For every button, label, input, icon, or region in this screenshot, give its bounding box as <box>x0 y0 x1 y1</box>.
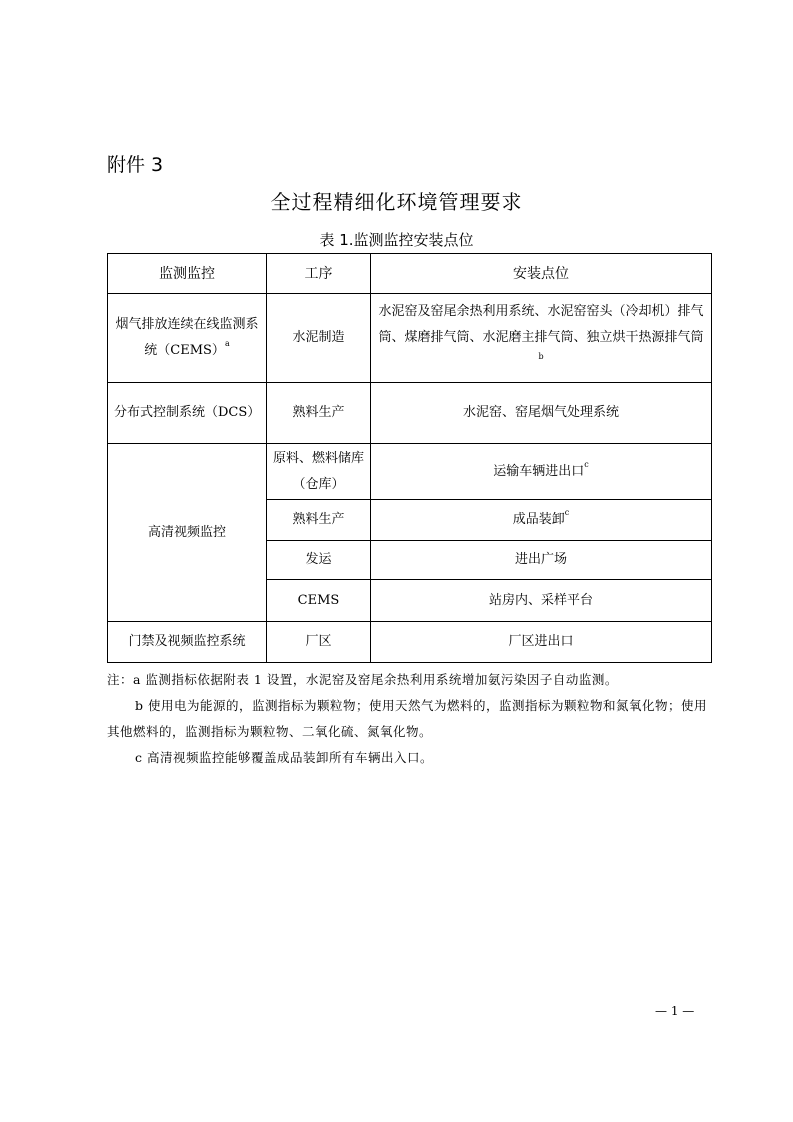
note-b: b 使用电为能源的，监测指标为颗粒物；使用天然气为燃料的，监测指标为颗粒物和氮氧化物；使用其他燃料的，监测指标为颗粒物、二氧化硫、氮氧化物。 <box>107 698 707 739</box>
system-cell: 分布式控制系统（DCS） <box>108 383 267 444</box>
location-text: 运输车辆进出口 <box>493 463 585 479</box>
table-row <box>108 622 712 663</box>
process-cell: 熟料生产 <box>267 500 371 541</box>
column-header-process: 工序 <box>267 254 371 294</box>
note-c: c 高清视频监控能够覆盖成品装卸所有车辆出入口。 <box>135 750 433 765</box>
table-notes <box>107 667 712 771</box>
location-cell <box>371 500 712 541</box>
note-a: 注：a 监测指标依据附表 1 设置，水泥窑及窑尾余热利用系统增加氨污染因子自动监测。 <box>107 672 618 687</box>
system-name: 烟气排放连续在线监测系统（CEMS） <box>115 317 259 358</box>
table-row <box>108 383 712 444</box>
table-caption: 表 1.监测监控安装点位 <box>319 231 474 249</box>
location-cell: 水泥窑、窑尾烟气处理系统 <box>371 383 712 444</box>
location-cell: 站房内、采样平台 <box>371 580 712 622</box>
location-cell <box>371 294 712 383</box>
footnote-marker: c <box>564 508 570 517</box>
process-cell: 发运 <box>267 541 371 580</box>
location-cell: 进出广场 <box>371 541 712 580</box>
column-header-location: 安装点位 <box>371 254 712 294</box>
footnote-marker: a <box>224 339 230 348</box>
system-cell <box>108 294 267 383</box>
location-cell <box>371 444 712 500</box>
process-cell: 熟料生产 <box>267 383 371 444</box>
page-number: — 1 — <box>655 1004 695 1018</box>
process-cell: CEMS <box>267 580 371 622</box>
process-cell: 厂区 <box>267 622 371 663</box>
system-cell: 高清视频监控 <box>108 444 267 622</box>
location-text: 成品装卸 <box>512 512 565 527</box>
location-text: 水泥窑及窑尾余热利用系统、水泥窑窑头（冷却机）排气筒、煤磨排气筒、水泥磨主排气筒、独立烘干热源排气筒 <box>378 304 704 345</box>
process-cell: 原料、燃料储库（仓库） <box>267 444 371 500</box>
document-title: 全过程精细化环境管理要求 <box>270 190 523 214</box>
column-header-system: 监测监控 <box>108 254 267 294</box>
table-header-row <box>108 254 712 294</box>
location-cell: 厂区进出口 <box>371 622 712 663</box>
footnote-marker: b <box>538 352 544 361</box>
table-row <box>108 444 712 500</box>
footnote-marker: c <box>584 459 589 469</box>
process-cell: 水泥制造 <box>267 294 371 383</box>
table-row <box>108 294 712 383</box>
annex-label: 附件 3 <box>107 154 164 176</box>
system-cell: 门禁及视频监控系统 <box>108 622 267 663</box>
monitoring-table <box>107 253 712 663</box>
